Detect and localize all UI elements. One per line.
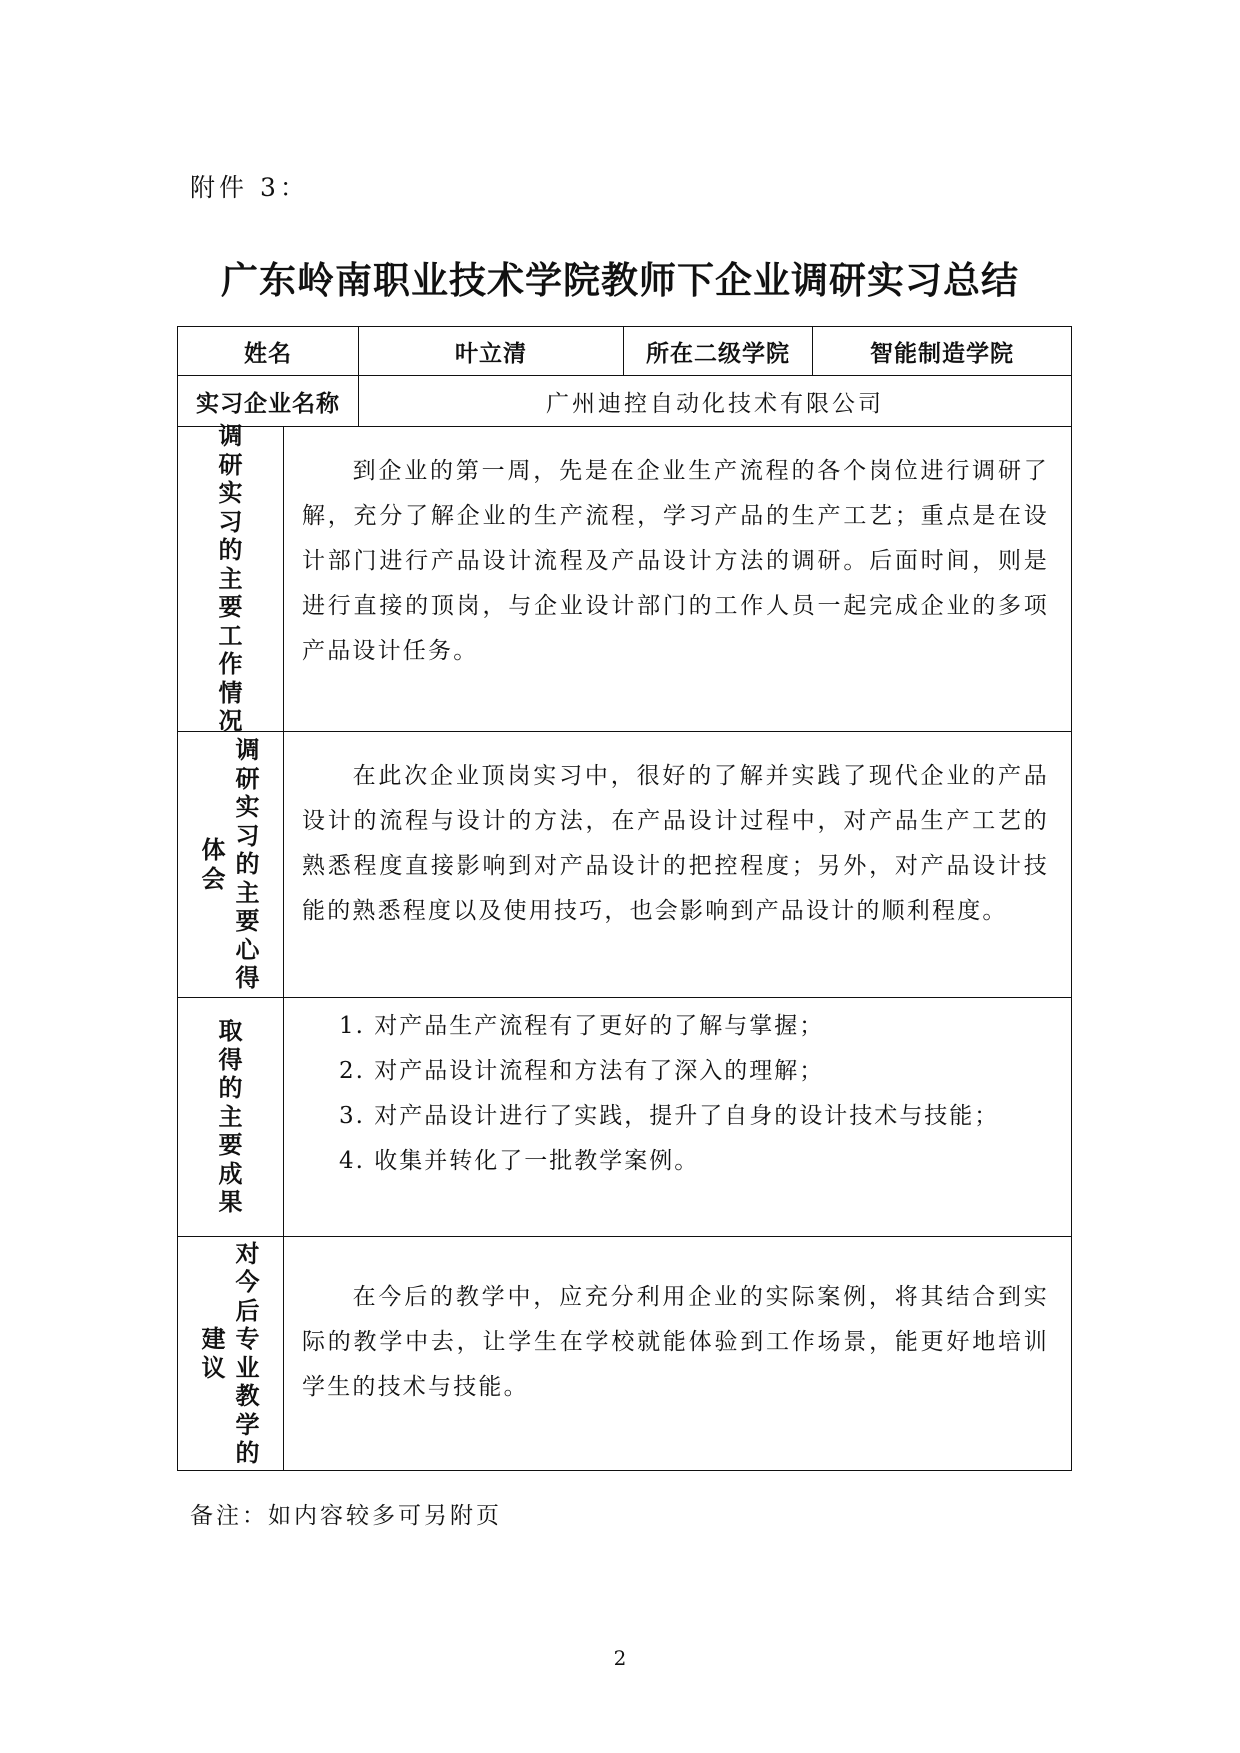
results-section-list: [283, 997, 1072, 1237]
name-value: 叶立清: [358, 326, 624, 376]
company-label: 实习企业名称: [177, 375, 359, 427]
work-section-text: 到企业的第一周，先是在企业生产流程的各个岗位进行调研了解，充分了解企业的生产流程，学习产品的生产工艺；重点是在设计部门进行产品设计流程及产品设计方法的调研。后面时间，则是进行直接的顶岗，与企业设计部门的工作人员一起完成企业的多项产品设计任务。: [283, 426, 1072, 732]
document-title: 广东岭南职业技术学院教师下企业调研实习总结: [221, 259, 1019, 302]
experience-section-text: 在此次企业顶岗实习中，很好的了解并实践了现代企业的产品设计的流程与设计的方法，在产品设计过程中，对产品生产工艺的熟悉程度直接影响到对产品设计的把控程度；另外，对产品设计技能的熟悉程度以及使用技巧，也会影响到产品设计的顺利程度。: [283, 731, 1072, 998]
suggestions-label-main: 对今后专业教学的: [235, 1239, 260, 1467]
name-label: 姓名: [177, 326, 359, 376]
suggestions-section-text: 在今后的教学中，应充分利用企业的实际案例，将其结合到实际的教学中去，让学生在学校就能体验到工作场景，能更好地培训学生的技术与技能。: [283, 1236, 1072, 1471]
college-label: 所在二级学院: [623, 326, 813, 376]
result-item-1: 1. 对产品生产流程有了更好的了解与掌握；: [339, 1013, 825, 1039]
footnote: 备注：如内容较多可另附页: [190, 1503, 502, 1529]
results-section-label: [177, 997, 284, 1237]
experience-label-tail: 体会: [201, 836, 226, 893]
result-item-3: 3. 对产品设计进行了实践，提升了自身的设计技术与技能；: [339, 1103, 1000, 1129]
suggestions-section-label: [177, 1236, 284, 1471]
page-number: 2: [613, 1646, 627, 1670]
result-item-2: 2. 对产品设计流程和方法有了深入的理解；: [339, 1058, 825, 1084]
results-label-text: 取得的主要成果: [218, 1017, 243, 1217]
experience-section-label: [177, 731, 284, 998]
result-item-4: 4. 收集并转化了一批教学案例。: [339, 1148, 700, 1174]
college-value: 智能制造学院: [812, 326, 1072, 376]
experience-label-main: 调研实习的主要心得: [235, 736, 260, 993]
company-value: 广州迪控自动化技术有限公司: [358, 375, 1072, 427]
work-section-label: [177, 422, 284, 736]
work-label-text: 调研实习的主要工作情况: [218, 422, 243, 736]
suggestions-label-tail: 建议: [201, 1325, 226, 1382]
attachment-label: 附件 3：: [190, 173, 309, 202]
